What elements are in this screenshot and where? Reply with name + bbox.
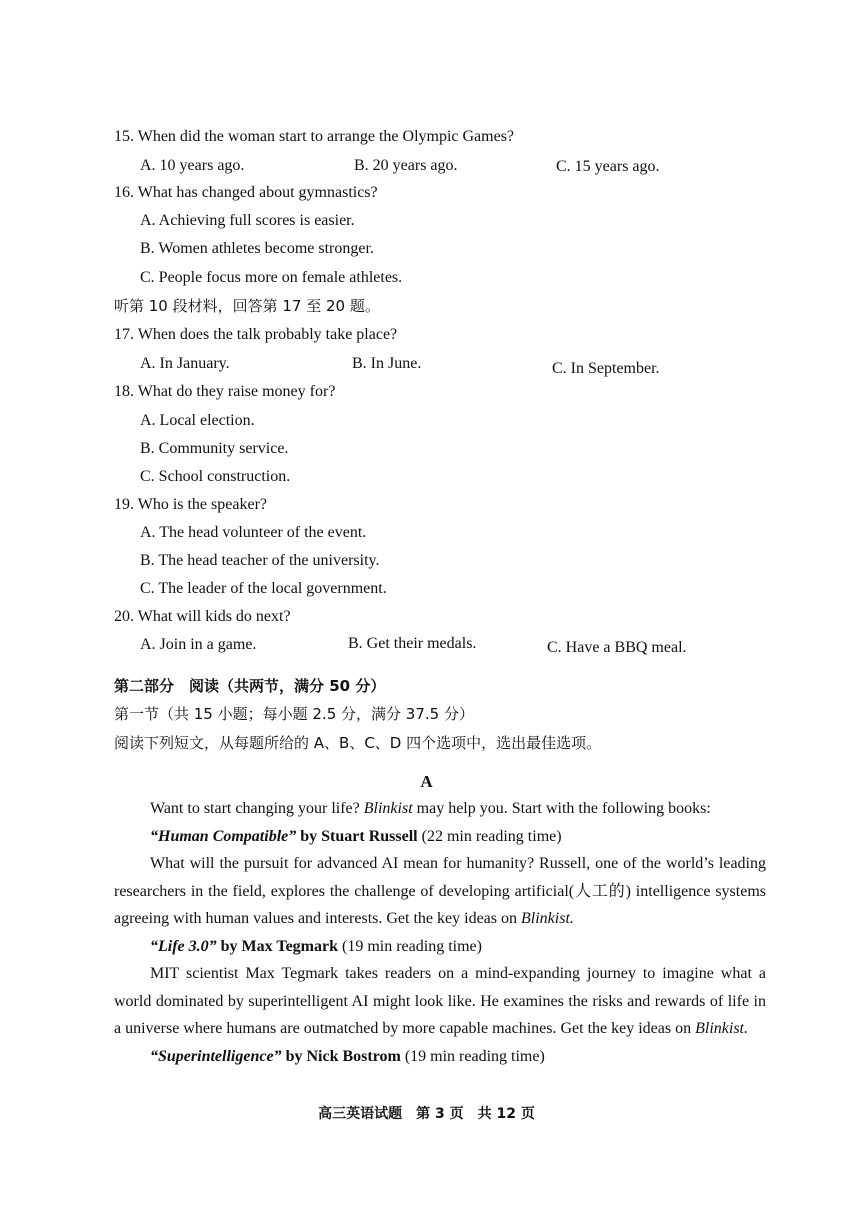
page-footer: 高三英语试题 第 3 页 共 12 页 <box>318 1106 535 1122</box>
question-16: 16. What has changed about gymnastics? <box>114 184 378 201</box>
book2-author: by Max Tegmark <box>216 937 338 955</box>
book2-title: “Life 3.0” <box>150 937 217 955</box>
intro-text: Want to start changing your life? <box>150 800 364 817</box>
book2-desc-text: MIT scientist Max Tegmark takes readers on a mind-expanding journey to imagine what a world dominated by superintelligent AI might look like. He examines the risks and rewards of life in a universe where humans are outmatched by more capable machines. Get the key ideas on <box>114 965 766 1037</box>
question-17: 17. When does the talk probably take place? <box>114 326 398 343</box>
q19-option-a: A. The head volunteer of the event. <box>140 524 367 541</box>
section-10-instruction: 听第 10 段材料，回答第 17 至 20 题。 <box>114 297 380 315</box>
q15-option-b: B. 20 years ago. <box>354 157 458 174</box>
passage-intro <box>114 795 766 823</box>
q17-option-a: A. In January. <box>140 355 230 372</box>
q16-option-b: B. Women athletes become stronger. <box>140 240 374 257</box>
book1-description <box>114 850 766 933</box>
q17-option-b: B. In June. <box>352 355 422 372</box>
book2-description <box>114 960 766 1043</box>
question-19: 19. Who is the speaker? <box>114 496 267 513</box>
question-18: 18. What do they raise money for? <box>114 383 336 400</box>
question-15: 15. When did the woman start to arrange the Olympic Games? <box>114 128 515 145</box>
book1-author: by Stuart Russell <box>296 827 418 845</box>
book2-time: (19 min reading time) <box>338 937 482 955</box>
q16-option-c: C. People focus more on female athletes. <box>140 269 403 286</box>
book3-title: “Superintelligence” <box>150 1047 282 1065</box>
q17-option-c: C. In September. <box>552 360 660 377</box>
part-two-title: 第二部分 阅读（共两节，满分 50 分） <box>114 677 386 695</box>
q16-option-a: A. Achieving full scores is easier. <box>140 212 355 229</box>
intro-brand: Blinkist <box>363 800 413 817</box>
q18-option-c: C. School construction. <box>140 468 291 485</box>
reading-instruction: 阅读下列短文，从每题所给的 A、B、C、D 四个选项中，选出最佳选项。 <box>114 734 602 752</box>
passage-label: A <box>420 772 433 791</box>
section-one-title: 第一节（共 15 小题；每小题 2.5 分，满分 37.5 分） <box>114 705 474 723</box>
q15-option-a: A. 10 years ago. <box>140 157 245 174</box>
book1-title: “Human Compatible” <box>150 827 297 845</box>
q20-option-b: B. Get their medals. <box>348 635 477 652</box>
question-20: 20. What will kids do next? <box>114 608 291 625</box>
book3-heading <box>114 1043 766 1071</box>
book1-desc-brand: Blinkist. <box>521 910 574 927</box>
intro-text-end: may help you. Start with the following books: <box>412 800 711 817</box>
book3-author: by Nick Bostrom <box>281 1047 401 1065</box>
book1-time: (22 min reading time) <box>417 827 562 845</box>
q20-option-c: C. Have a BBQ meal. <box>547 639 687 656</box>
book1-heading <box>114 823 766 851</box>
book2-desc-brand: Blinkist. <box>695 1020 748 1037</box>
book2-heading <box>114 933 766 961</box>
q15-option-c: C. 15 years ago. <box>556 158 660 175</box>
q19-option-c: C. The leader of the local government. <box>140 580 387 597</box>
q18-option-a: A. Local election. <box>140 412 255 429</box>
passage-a <box>114 795 766 1070</box>
book1-desc-text: What will the pursuit for advanced AI mean for humanity? Russell, one of the world’s leading researchers in the field, explores the challenge of developing artificial(人工的) intelligence systems agreeing with human values and interests. Get the key ideas on <box>114 855 766 927</box>
q20-option-a: A. Join in a game. <box>140 636 257 653</box>
q19-option-b: B. The head teacher of the university. <box>140 552 380 569</box>
q18-option-b: B. Community service. <box>140 440 289 457</box>
book3-time: (19 min reading time) <box>400 1047 545 1065</box>
